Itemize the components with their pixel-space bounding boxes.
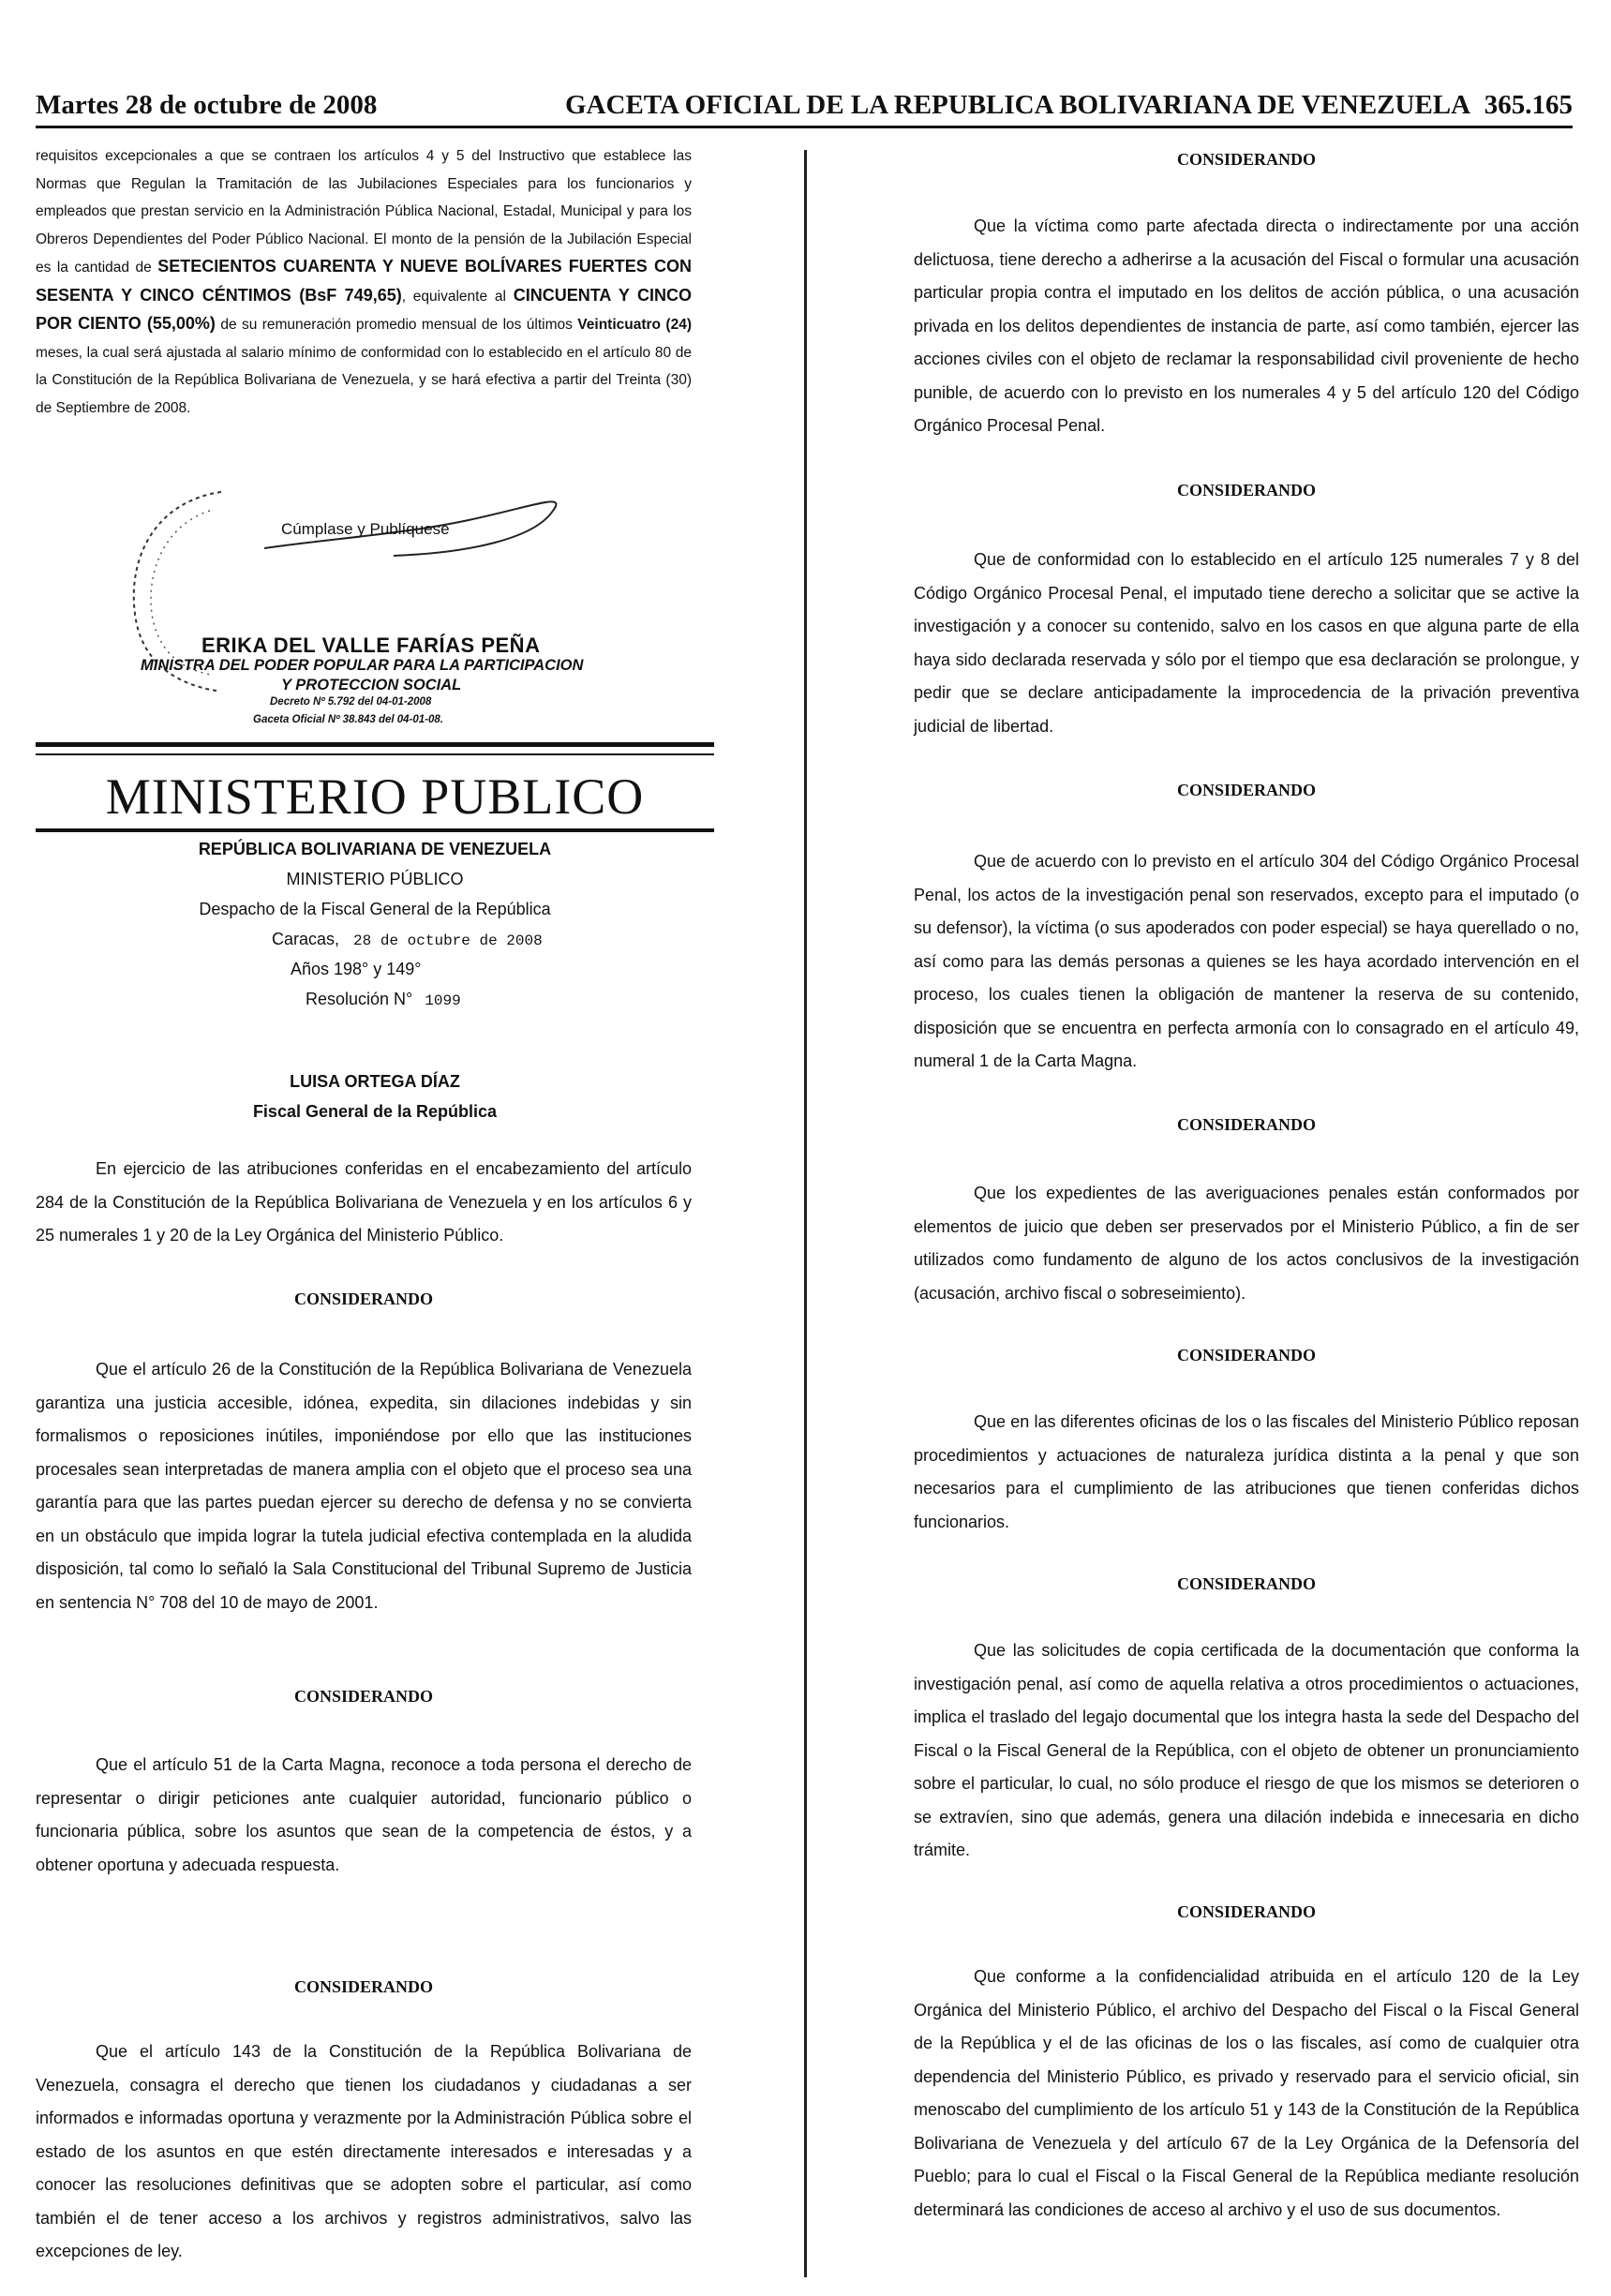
considerando-heading-r3: CONSIDERANDO bbox=[1176, 781, 1317, 799]
cumplase-text: Cúmplase y Publíquese bbox=[281, 520, 450, 538]
resolucion-number: 1099 bbox=[425, 992, 461, 1009]
considerando-heading-r5: CONSIDERANDO bbox=[1176, 1346, 1317, 1364]
preamble-block bbox=[36, 1153, 692, 1253]
caracas-line bbox=[272, 924, 543, 956]
page-header bbox=[36, 90, 1573, 127]
considerando-block-l1 bbox=[36, 1353, 692, 1619]
resolucion-label: Resolución N° bbox=[306, 990, 413, 1008]
ministerio-heading: MINISTERIO PÚBLICO bbox=[286, 870, 464, 888]
considerando-paragraph-r5: Que en las diferentes oficinas de los o las fiscales del Ministerio Público reposan procedimientos y actuaciones de naturaleza jurídica distinta a la penal y que son necesarios para el cumplimiento de las atribuciones que tienen conferidas dichos funcionarios. bbox=[914, 1412, 1579, 1531]
considerando-block-r2 bbox=[914, 544, 1579, 743]
considerando-paragraph-r1: Que la víctima como parte afectada directa o indirectamente por una acción delictuosa, tiene derecho a adherirse a la acusación del Fiscal o formular una acusación particular propia contra el imputado en los delitos de acción pública, o una acusación privada en los delitos dependientes de instancia de parte, así como también, ejercer las acciones civiles con el objeto de reclamar la responsabilidad civil proveniente de hecho punible, de acuerdo con lo previsto en los numerales 4 y 5 del artículo 120 del Código Orgánico Procesal Penal. bbox=[914, 216, 1579, 435]
considerando-heading-r4: CONSIDERANDO bbox=[1176, 1115, 1317, 1134]
rest-text: meses, la cual será ajustada al salario mínimo de conformidad con lo establecido en el artículo 80 de la Constitución de la República Bolivariana de Venezuela, y se hará efectiva a partir del Treinta (30) de Septiembre de 2008. bbox=[36, 344, 692, 416]
considerando-block-r3 bbox=[914, 845, 1579, 1079]
considerando-paragraph-l2: Que el artículo 51 de la Carta Magna, reconoce a toda persona el derecho de representar o dirigir peticiones ante cualquier autoridad, funcionario público o funcionaria pública, sobre los asuntos que sean de la competencia de éstos, y a obtener oportuna y adecuada respuesta. bbox=[36, 1755, 692, 1874]
considerando-heading-r2: CONSIDERANDO bbox=[1176, 481, 1317, 499]
resolucion-line bbox=[306, 984, 461, 1016]
left-intro-block bbox=[36, 142, 692, 422]
considerando-block-r6 bbox=[914, 1634, 1579, 1868]
republica-heading: REPÚBLICA BOLIVARIANA DE VENEZUELA bbox=[198, 840, 552, 858]
considerando-paragraph-r6: Que las solicitudes de copia certificada de la documentación que conforma la investigación penal, así como de aquella relativa a otros procedimientos o actuaciones, implica el traslado del legajo documental que los integra hasta la sede del Despacho del Fiscal o la Fiscal General de la República, con el objeto de obtener un pronunciamiento sobre el particular, lo cual, no sólo produce el riesgo de que los mismos se deterioren o se extravíen, sino que además, genera una dilación indebida e innecesaria en dicho trámite. bbox=[914, 1641, 1579, 1859]
considerando-paragraph-r2: Que de conformidad con lo establecido en el artículo 125 numerales 7 y 8 del Código Orgánico Procesal Penal, el imputado tiene derecho a solicitar que se active la investigación y a conocer su contenido, salvo en los casos en que alguna parte de ella haya sido declarada reservada y sólo por el tiempo que esa declaración se prolongue, y pedir que se declare anticipadamente la improcedencia de la privación preventiva judicial de libertad. bbox=[914, 550, 1579, 736]
considerando-paragraph-r3: Que de acuerdo con lo previsto en el artículo 304 del Código Orgánico Procesal Penal, los actos de la investigación penal son reservados, excepto para el imputado (o su defensor), la víctima (o sus apoderados con poder especial) se haya querellado o no, así como para las demás personas a quienes se les haya acordado intervención en el proceso, los cuales tienen la obligación de mantener la reserva de su contenido, disposición que se encuentra en perfecta armonía con lo consagrado en el artículo 49, numeral 1 de la Carta Magna. bbox=[914, 852, 1579, 1070]
considerando-paragraph-l3: Que el artículo 143 de la Constitución de la República Bolivariana de Venezuela, consagra el derecho que tienen los ciudadanos y ciudadanas a ser informados e informadas oportuna y verazmente por la Administración Pública sobre el estado de los asuntos en que estén directamente interesados e interesadas y a conocer las resoluciones definitivas que se adopten sobre el particular, así como también el de tener acceso a los archivos y registros administrativos, salvo las excepciones de ley. bbox=[36, 2042, 692, 2260]
amount-words: SETECIENTOS CUARENTA Y NUEVE BOLÍVARES FUERTES CON SESENTA Y CINCO CÉNTIMOS (BsF 749,65) bbox=[36, 257, 692, 305]
considerando-heading-l1: CONSIDERANDO bbox=[293, 1290, 434, 1308]
fiscal-title: Fiscal General de la República bbox=[252, 1102, 498, 1121]
considerando-heading-r1: CONSIDERANDO bbox=[1176, 150, 1317, 169]
header-date: Martes 28 de octubre de 2008 bbox=[36, 90, 378, 120]
considerando-heading-l3: CONSIDERANDO bbox=[293, 1977, 434, 1996]
signer-role-line1: MINISTRA DEL PODER POPULAR PARA LA PARTICIPACION bbox=[141, 657, 584, 674]
considerando-paragraph-r7: Que conforme a la confidencialidad atribuida en el artículo 120 de la Ley Orgánica del Ministerio Público, el archivo del Despacho del Fiscal o la Fiscal General de la República y el de las oficinas de los o las fiscales, así como de cualquier otra dependencia del Ministerio Público, es privado y reservado para el servicio oficial, sin menoscabo del cumplimiento de los artículo 51 y 143 de la Constitución de la República Bolivariana de Venezuela y del artículo 67 de la Ley Orgánica de la Defensoría del Pueblo; para lo cual el Fiscal o la Fiscal General de la República mediante resolución determinará las condiciones de acceso al archivo y el uso de sus documentos. bbox=[914, 1967, 1579, 2219]
considerando-heading-r6: CONSIDERANDO bbox=[1176, 1574, 1317, 1593]
considerando-block-r7 bbox=[914, 1961, 1579, 2227]
section-rule-top-2 bbox=[36, 753, 714, 755]
signer-name: ERIKA DEL VALLE FARÍAS PEÑA bbox=[201, 634, 541, 657]
considerando-paragraph-r4: Que los expedientes de las averiguaciones penales están conformados por elementos de juicio que deben ser preservados por el Ministerio Público, a fin de ser utilizados como fundamento de alguno de los actos conclusivos de la investigación (acusación, archivo fiscal o sobreseimiento). bbox=[914, 1184, 1579, 1303]
fiscal-name: LUISA ORTEGA DÍAZ bbox=[290, 1072, 460, 1091]
considerando-block-l2 bbox=[36, 1749, 692, 1882]
considerando-block-r5 bbox=[914, 1406, 1579, 1539]
column-divider bbox=[804, 150, 807, 2277]
considerando-heading-r7: CONSIDERANDO bbox=[1176, 1902, 1317, 1921]
equivalente-text: , equivalente al bbox=[401, 288, 506, 305]
considerando-block-l3 bbox=[36, 2035, 692, 2269]
preamble-paragraph: En ejercicio de las atribuciones conferidas en el encabezamiento del artículo 284 de la Constitución de la República Bolivariana de Venezuela y en los artículos 6 y 25 numerales 1 y 20 de la Ley Orgánica del Ministerio Público. bbox=[36, 1159, 692, 1245]
section-rule-top-1 bbox=[36, 742, 714, 747]
header-rule bbox=[36, 126, 1573, 128]
caracas-label: Caracas, bbox=[272, 930, 340, 948]
considerando-paragraph-l1: Que el artículo 26 de la Constitución de la República Bolivariana de Venezuela garantiza una justicia accesible, idónea, expedita, sin dilaciones indebidas y sin formalismos o reposiciones inútiles, imponiéndose por ello que las instituciones procesales sean interpretadas de manera amplia con el objeto que el proceso sea una garantía para que las partes puedan ejercer su derecho de defensa y no se convierta en un obstáculo que impida lograr la tutela judicial efectiva contemplada en la aludida disposición, tal como lo señaló la Sala Constitucional del Tribunal Supremo de Justicia en sentencia N° 708 del 10 de mayo de 2001. bbox=[36, 1360, 692, 1612]
intro-text: requisitos excepcionales a que se contraen los artículos 4 y 5 del Instructivo que establece las Normas que Regulan la Tramitación de las Jubilaciones Especiales para los funcionarios y empleados que prestan servicio en la Administración Pública Nacional, Estadal, Municipal y para los Obreros Dependientes del Poder Público Nacional. El monto de la pensión de la Jubilación Especial es la cantidad de bbox=[36, 148, 692, 276]
percentage-text: CINCUENTA Y CINCO POR CIENTO (55,00%) bbox=[36, 285, 692, 333]
considerando-block-r4 bbox=[914, 1177, 1579, 1310]
signer-role-line2: Y PROTECCION SOCIAL bbox=[281, 677, 462, 693]
header-page-number: 365.165 bbox=[1484, 90, 1573, 120]
section-title: MINISTERIO PUBLICO bbox=[105, 768, 645, 825]
gaceta-text: Gaceta Oficial Nº 38.843 del 04-01-08. bbox=[253, 714, 444, 725]
considerando-block-r1 bbox=[914, 210, 1579, 443]
intro-paragraph bbox=[36, 142, 692, 422]
de-su-text: de su remuneración promedio mensual de los últimos bbox=[215, 317, 573, 333]
header-title: GACETA OFICIAL DE LA REPUBLICA BOLIVARIANA DE VENEZUELA bbox=[565, 90, 1471, 120]
months-text: Veinticuatro (24) bbox=[577, 317, 692, 333]
caracas-date: 28 de octubre de 2008 bbox=[353, 932, 543, 949]
despacho-heading: Despacho de la Fiscal General de la República bbox=[199, 900, 551, 918]
section-rule-bottom bbox=[36, 828, 714, 832]
anos-line: Años 198° y 149° bbox=[291, 960, 422, 978]
considerando-heading-l2: CONSIDERANDO bbox=[293, 1687, 434, 1706]
decreto-text: Decreto Nº 5.792 del 04-01-2008 bbox=[270, 696, 432, 708]
